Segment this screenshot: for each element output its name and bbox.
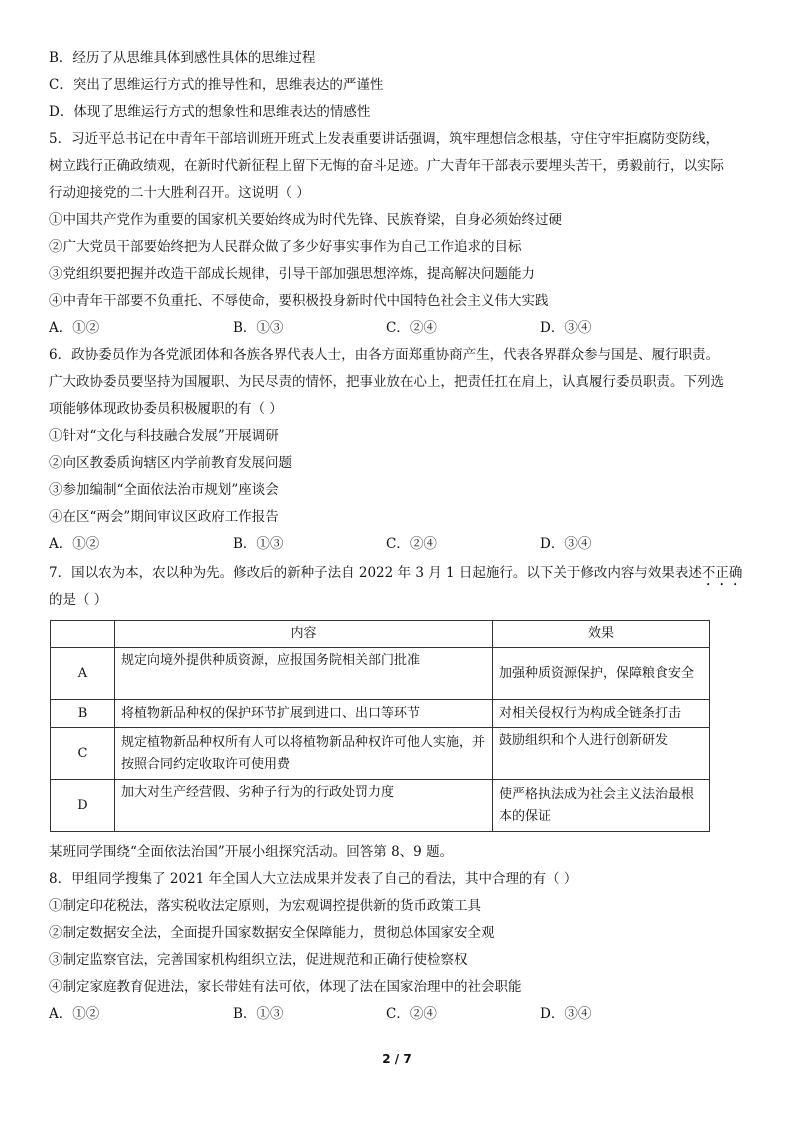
table-header-effect: 效果 (493, 621, 710, 648)
row-label: B (51, 700, 115, 728)
table-row (51, 700, 710, 728)
q6-statement-3: ③参加编制“全面依法治市规划”座谈会 (49, 482, 279, 498)
q7-stem-line1 (49, 563, 742, 589)
q6-option-a: A．①② (49, 536, 100, 552)
q5-stem-line1: 5．习近平总书记在中青年干部培训班开班式上发表重要讲话强调，筑牢理想信念根基，守住守牢拒腐防变防线， (49, 131, 720, 147)
q6-stem-line3: 项能够体现政协委员积极履职的有（ ） (49, 401, 283, 417)
q6-option-c: C．②④ (386, 536, 437, 552)
q8-option-c: C．②④ (386, 1006, 437, 1022)
row-content: 规定植物新品种权所有人可以将植物新品种权许可他人实施，并按照合同约定收取许可使用费 (115, 728, 493, 780)
table-header-label (51, 621, 115, 648)
q8-statement-1: ①制定印花税法，落实税收法定原则，为宏观调控提供新的货币政策工具 (49, 898, 481, 914)
q4-option-b: B．经历了从思维具体到感性具体的思维过程 (49, 50, 316, 66)
q6-statement-1: ①针对“文化与科技融合发展”开展调研 (49, 428, 279, 444)
row-label: C (51, 728, 115, 780)
q6-options (49, 534, 749, 554)
q8-statement-4: ④制定家庭教育促进法，家长带娃有法可依，体现了法在国家治理中的社会职能 (49, 979, 522, 995)
q5-stem-line2: 树立践行正确政绩观，在新时代新征程上留下无悔的奋斗足迹。广大青年干部表示要埋头苦干，勇毅前行，以实际 (49, 158, 724, 174)
q5-option-d: D．③④ (540, 320, 592, 336)
q5-stem-line3: 行动迎接党的二十大胜利召开。这说明（ ） (49, 185, 310, 201)
page-number: 2 / 7 (382, 1052, 412, 1066)
table-row (51, 780, 710, 832)
q6-statement-2: ②向区教委质询辖区内学前教育发展问题 (49, 455, 292, 471)
q6-option-d: D．③④ (540, 536, 592, 552)
row-effect: 鼓励组织和个人进行创新研发 (493, 728, 710, 780)
q6-option-b: B．①③ (233, 536, 284, 552)
row-content: 加大对生产经营假、劣种子行为的行政处罚力度 (115, 780, 493, 832)
table-row (51, 648, 710, 700)
q8-option-b: B．①③ (233, 1006, 284, 1022)
q5-option-a: A．①② (49, 320, 100, 336)
q6-statement-4: ④在区“两会”期间审议区政府工作报告 (49, 509, 279, 525)
q8-stem-line1: 8．甲组同学搜集了 2021 年全国人大立法成果并发表了自己的看法，其中合理的有（ ） (49, 871, 578, 887)
q5-option-c: C．②④ (386, 320, 437, 336)
q8-option-a: A．①② (49, 1006, 100, 1022)
q5-statement-3: ③党组织要把握并改造干部成长规律，引导干部加强思想淬炼，提高解决问题能力 (49, 266, 535, 282)
q8-options (49, 1004, 749, 1024)
row-content: 规定向境外提供种质资源，应报国务院相关部门批准 (115, 648, 493, 700)
table-header-row (51, 621, 710, 648)
q8-statement-2: ②制定数据安全法，全面提升国家数据安全保障能力，贯彻总体国家安全观 (49, 925, 495, 941)
q6-stem-line1: 6．政协委员作为各党派团体和各族各界代表人士，由各方面郑重协商产生，代表各界群众参与国是、履行职责。 (49, 347, 720, 363)
table-row (51, 728, 710, 780)
q5-statement-1: ①中国共产党作为重要的国家机关要始终成为时代先锋、民族脊梁，自身必须始终过硬 (49, 212, 562, 228)
q5-statement-2: ②广大党员干部要始终把为人民群众做了多少好事实事作为自己工作追求的目标 (49, 239, 522, 255)
q7-stem-text: 7．国以农为本，农以种为先。修改后的新种子法自 2022 年 3 月 1 日起施行。以下关于修改内容与效果表述 (49, 565, 702, 581)
row-effect: 对相关侵权行为构成全链条打击 (493, 700, 710, 728)
row-label: A (51, 648, 115, 700)
q8-statement-3: ③制定监察官法，完善国家机构组织立法，促进规范和正确行使检察权 (49, 952, 468, 968)
q4-option-c: C．突出了思维运行方式的推导性和，思维表达的严谨性 (49, 77, 384, 93)
q7-stem-line2: 的是（ ） (49, 592, 108, 608)
row-effect: 使严格执法成为社会主义法治最根本的保证 (493, 780, 710, 832)
q5-options (49, 318, 749, 338)
table-header-content: 内容 (115, 621, 493, 648)
q4-option-d: D．体现了思维运行方式的想象性和思维表达的情感性 (49, 104, 371, 120)
q7-table (50, 620, 710, 832)
row-content: 将植物新品种权的保护环节扩展到进口、出口等环节 (115, 700, 493, 728)
row-effect: 加强种质资源保护，保障粮食安全 (493, 648, 710, 700)
row-label: D (51, 780, 115, 832)
q5-option-b: B．①③ (233, 320, 284, 336)
group-intro: 某班同学围绕“全面依法治国”开展小组探究活动。回答第 8、9 题。 (49, 844, 454, 860)
q7-emphasis: 不正确 (701, 565, 743, 581)
q8-option-d: D．③④ (540, 1006, 592, 1022)
q6-stem-line2: 广大政协委员要坚持为国履职、为民尽责的情怀，把事业放在心上，把责任扛在肩上，认真履行委员职责。下列选 (49, 374, 724, 390)
q5-statement-4: ④中青年干部要不负重托、不辱使命，要积极投身新时代中国特色社会主义伟大实践 (49, 293, 549, 309)
